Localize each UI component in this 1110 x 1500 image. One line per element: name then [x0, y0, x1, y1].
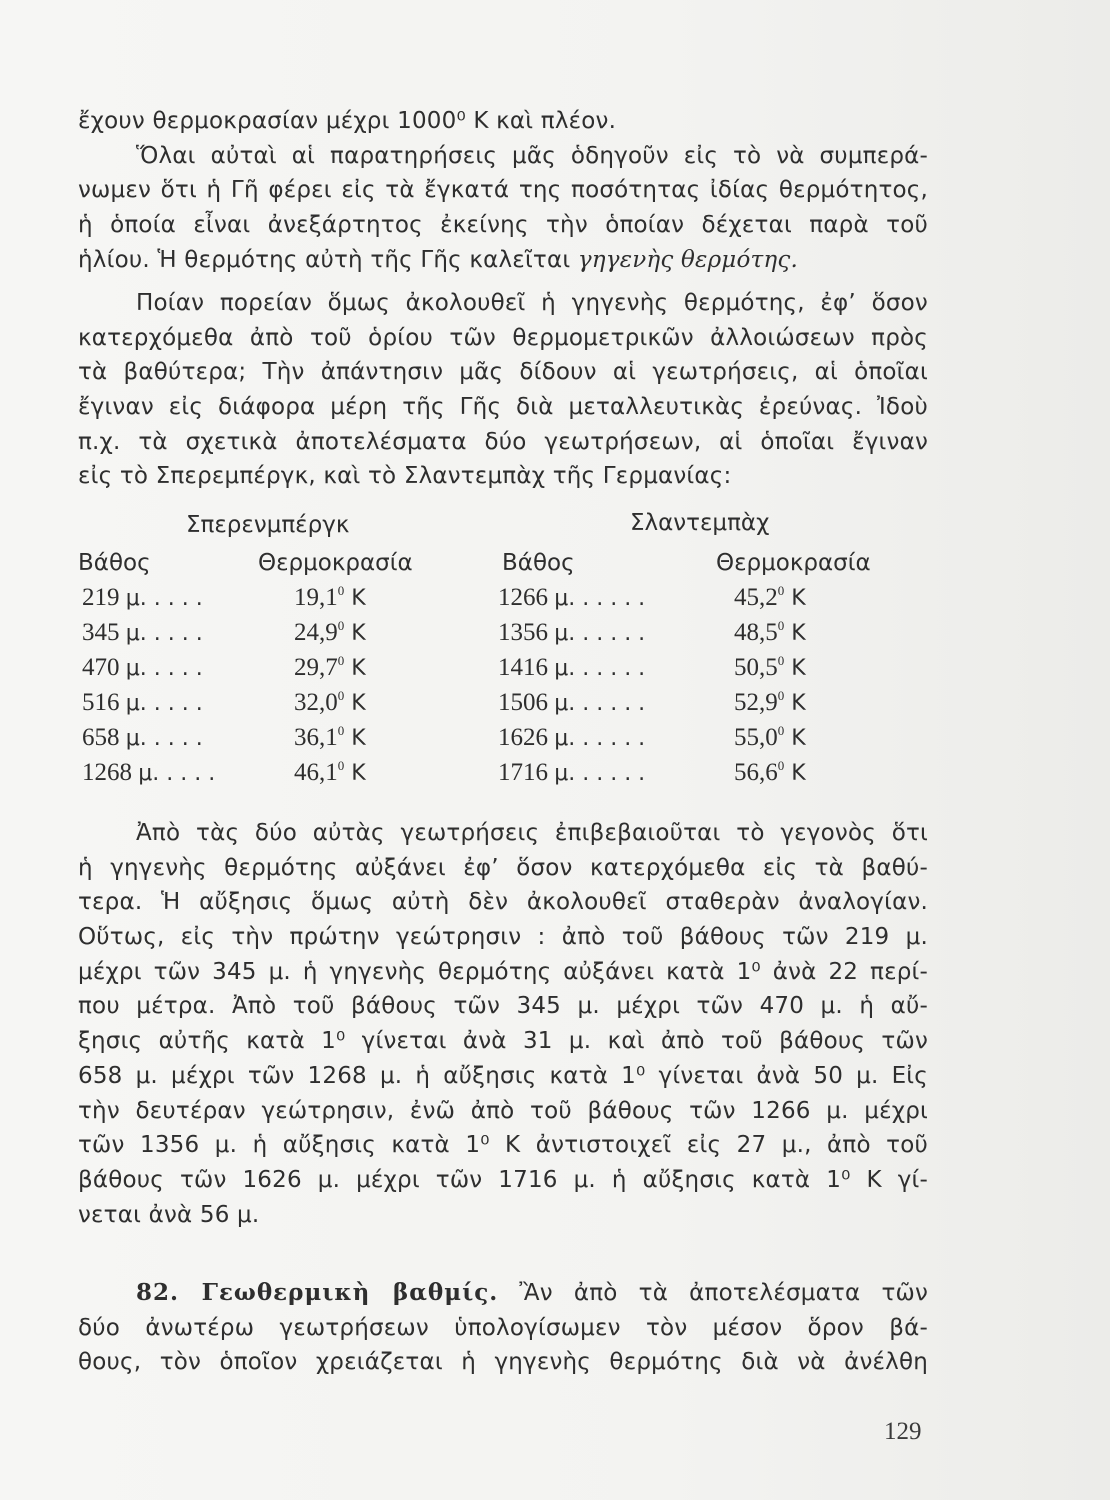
- section-heading: 82. Γεωθερμικὴ βαθμίς.: [136, 1279, 499, 1306]
- text-line: [78, 243, 928, 278]
- text-line: τὴν δευτέραν γεώτρησιν, ἐνῶ ἀπὸ τοῦ βάθους τῶν 1266 μ. μέχρι: [78, 1097, 928, 1124]
- text-segment: ἡλίου. Ἡ θερμότης αὐτὴ τῆς Γῆς καλεῖται: [78, 246, 578, 273]
- text-line: ἡ γηγενὴς θερμότης αὐξάνει ἐφ’ ὅσον κατερχόμεθα εἰς τὰ βαθύ-: [78, 854, 928, 881]
- depth-cell: 1268 μ. . . . .: [82, 759, 216, 786]
- temperature-cell: 19,1$^0$ Κ: [294, 583, 366, 611]
- text-line: που μέτρα. Ἀπὸ τοῦ βάθους τῶν 345 μ. μέχρι τῶν 470 μ. ἡ αὔ-: [78, 993, 928, 1020]
- text-segment: Ἂν ἀπὸ τὰ ἀποτελέσματα τῶν: [498, 1280, 928, 1306]
- text-line: τὰ βαθύτερα; Τὴν ἀπάντησιν μᾶς δίδουν αἱ γεωτρήσεις, αἱ ὁποῖαι: [78, 359, 928, 386]
- depth-cell: 470 μ. . . . .: [82, 654, 203, 681]
- text-line: ἡ ὁποία εἶναι ἀνεξάρτητος ἐκείνης τὴν ὁποίαν δέχεται παρὰ τοῦ: [78, 212, 928, 239]
- temperature-cell-2: 48,5$^0$ Κ: [734, 618, 806, 646]
- paragraph-3: [78, 816, 928, 1232]
- table-row: [78, 689, 928, 724]
- table-row: [78, 724, 928, 759]
- text-line: ξησις αὐτῆς κατὰ 1⁰ γίνεται ἀνὰ 31 μ. καὶ ἀπὸ τοῦ βάθους τῶν: [78, 1028, 928, 1055]
- temperature-cell: 32,0$^0$ Κ: [294, 688, 366, 716]
- text-line: μέχρι τῶν 345 μ. ἡ γηγενὴς θερμότης αὐξάνει κατὰ 1⁰ ἀνὰ 22 περί-: [78, 958, 928, 985]
- table-row: [78, 619, 928, 654]
- text-line: Ἀπὸ τὰς δύο αὐτὰς γεωτρήσεις ἐπιβεβαιοῦται τὸ γεγονὸς ὅτι: [136, 820, 928, 846]
- depth-cell: 219 μ. . . . .: [82, 584, 203, 611]
- depth-cell: 516 μ. . . . .: [82, 689, 203, 716]
- depth-cell-2: 1416 μ. . . . . .: [498, 654, 646, 681]
- text-line: Ὅλαι αὐταὶ αἱ παρατηρήσεις μᾶς ὁδηγοῦν εἰς τὸ νὰ συμπερά-: [136, 142, 928, 169]
- text-line: Οὕτως, εἰς τὴν πρώτην γεώτρησιν : ἀπὸ τοῦ βάθους τῶν 219 μ.: [78, 924, 928, 951]
- temperature-cell-2: 55,0$^0$ Κ: [734, 723, 806, 751]
- depth-cell: 658 μ. . . . .: [82, 724, 203, 751]
- temperature-cell: 24,9$^0$ Κ: [294, 618, 366, 646]
- depth-cell-2: 1356 μ. . . . . .: [498, 619, 646, 646]
- text-line: νωμεν ὅτι ἡ Γῆ φέρει εἰς τὰ ἔγκατά της ποσότητας ἰδίας θερμότητος,: [78, 177, 928, 204]
- table-row: [78, 654, 928, 689]
- text-line: εἰς τὸ Σπερεμπέργκ, καὶ τὸ Σλαντεμπὰχ τῆς Γερμανίας:: [78, 463, 732, 490]
- term-geothermal-heat: γηγενὴς θερμότης.: [577, 246, 798, 273]
- temperature-cell-2: 56,6$^0$ Κ: [734, 758, 806, 786]
- table-row: [78, 584, 928, 619]
- depth-cell-2: 1266 μ. . . . . .: [498, 584, 646, 611]
- text-line: κατερχόμεθα ἀπὸ τοῦ ὁρίου τῶν θερμομετρικῶν ἀλλοιώσεων πρὸς: [78, 324, 928, 351]
- text-line: βάθους τῶν 1626 μ. μέχρι τῶν 1716 μ. ἡ αὔξησις κατὰ 1⁰ Κ γί-: [78, 1166, 928, 1193]
- table-rows: [78, 584, 928, 794]
- text-line: π.χ. τὰ σχετικὰ ἀποτελέσματα δύο γεωτρήσεων, αἱ ὁποῖαι ἔγιναν: [78, 428, 928, 455]
- temperature-cell: 29,7$^0$ Κ: [294, 653, 366, 681]
- text-line: τῶν 1356 μ. ἡ αὔξησις κατὰ 1⁰ Κ ἀντιστοιχεῖ εἰς 27 μ., ἀπὸ τοῦ: [78, 1132, 928, 1159]
- depth-cell: 345 μ. . . . .: [82, 619, 203, 646]
- column-header-temperature-2: Θερμοκρασία: [716, 550, 871, 576]
- table-title-schladebach: Σλαντεμπὰχ: [630, 510, 770, 536]
- column-header-depth: Βάθος: [78, 550, 151, 576]
- temperature-cell-2: 50,5$^0$ Κ: [734, 653, 806, 681]
- depth-cell-2: 1506 μ. . . . . .: [498, 689, 646, 716]
- text-line: ἔγιναν εἰς διάφορα μέρη τῆς Γῆς διὰ μεταλλευτικὰς ἐρεύνας. Ἰδοὺ: [78, 394, 928, 421]
- paragraph-2: [78, 286, 928, 494]
- paragraph-1: [78, 104, 928, 277]
- text-line: νεται ἀνὰ 56 μ.: [78, 1201, 260, 1228]
- text-line: 658 μ. μέχρι τῶν 1268 μ. ἡ αὔξησις κατὰ 1⁰ γίνεται ἀνὰ 50 μ. Εἰς: [78, 1062, 928, 1089]
- paragraph-4: [78, 1276, 928, 1380]
- table-title-sperenberg: Σπερενμπέργκ: [186, 512, 350, 538]
- column-header-temperature: Θερμοκρασία: [258, 550, 413, 576]
- text-line: δύο ἀνωτέρω γεωτρήσεων ὑπολογίσωμεν τὸν μέσον ὅρον βά-: [78, 1314, 928, 1341]
- text-line: θους, τὸν ὁποῖον χρειάζεται ἡ γηγενὴς θερμότης διὰ νὰ ἀνέλθη: [78, 1349, 928, 1376]
- temperature-cell-2: 52,9$^0$ Κ: [734, 688, 806, 716]
- page-number: 129: [884, 1418, 922, 1445]
- column-header-depth-2: Βάθος: [502, 550, 575, 576]
- text-line: ἔχουν θερμοκρασίαν μέχρι 1000⁰ Κ καὶ πλέον.: [78, 108, 617, 134]
- text-line: [78, 1276, 928, 1311]
- depth-cell-2: 1716 μ. . . . . .: [498, 759, 646, 786]
- text-line: Ποίαν πορείαν ὅμως ἀκολουθεῖ ἡ γηγενὴς θερμότης, ἐφ’ ὅσον: [136, 290, 928, 316]
- text-line: τερα. Ἡ αὔξησις ὅμως αὐτὴ δὲν ἀκολουθεῖ σταθερὰν ἀναλογίαν.: [78, 889, 928, 916]
- depth-cell-2: 1626 μ. . . . . .: [498, 724, 646, 751]
- temperature-cell: 36,1$^0$ Κ: [294, 723, 366, 751]
- table-row: [78, 759, 928, 794]
- temperature-cell: 46,1$^0$ Κ: [294, 758, 366, 786]
- temperature-cell-2: 45,2$^0$ Κ: [734, 583, 806, 611]
